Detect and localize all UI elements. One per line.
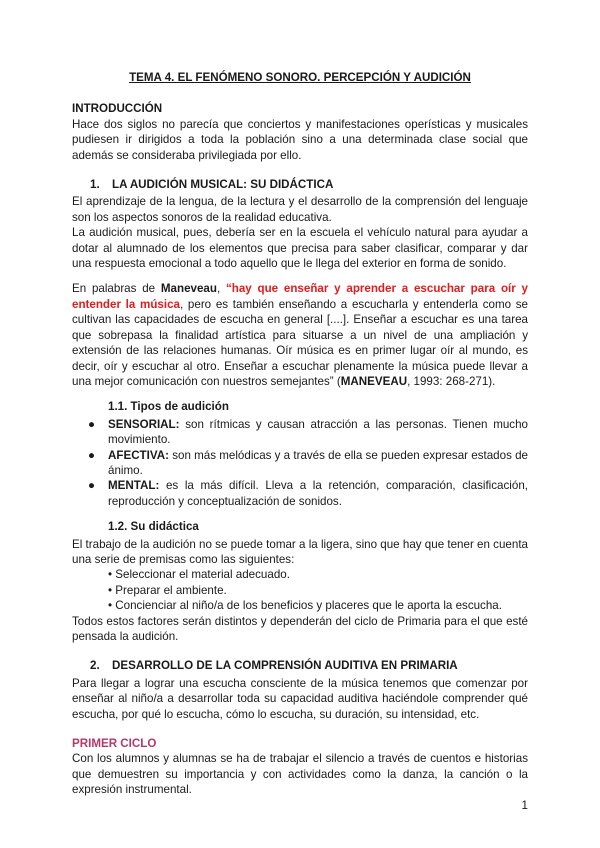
quote-rest: , pero es también enseñando a escucharla y entenderla como se cultivan las capacidades de escucha en general [....]. Enseñar a escuchar es una tarea que sobrepasa la finalidad artística para situarse a un nivel de una ampliación y extensión de las relaciones humanas. Oír música es en primer lugar oír al mundo, es decir, oír y escuchar al otro. Enseñar a escuchar plenamente la música puede llevar a una mejor comunicación con nuestros semejantes” (	[72, 297, 528, 388]
bullet-icon: ●	[88, 417, 96, 431]
section2-title: DESARROLLO DE LA COMPRENSIÓN AUDITIVA EN PRIMARIA	[112, 659, 458, 673]
intro-heading: INTRODUCCIÓN	[72, 102, 163, 116]
section2-heading	[90, 658, 528, 673]
audition-types-list	[72, 417, 528, 509]
primer-ciclo-paragraph: Con los alumnos y alumnas se ha de trabajar el silencio a través de cuentos e historias que demuestren su importancia y con actividades como la danza, la canción o la expresión instrumental.	[72, 752, 528, 797]
list-item-label: MENTAL:	[108, 479, 160, 493]
list-item: • Preparar el ambiente.	[108, 583, 227, 597]
list-item	[72, 417, 528, 448]
list-item-label: SENSORIAL:	[108, 417, 180, 431]
page-content	[72, 70, 528, 798]
section1-paragraph-1: El aprendizaje de la lengua, de la lectura y el desarrollo de la comprensión del lenguaje son los aspectos sonoros de la realidad educativa.	[72, 195, 528, 224]
quote-citation-rest: , 1993: 268-271).	[407, 374, 496, 388]
section2-number: 2.	[90, 659, 100, 673]
premises-list	[72, 567, 528, 613]
didactica-intro: El trabajo de la audición no se puede tomar a la ligera, sino que hay que tener en cuenta una serie de premisas como las siguientes:	[72, 537, 528, 566]
list-item	[72, 448, 528, 479]
list-item-label: AFECTIVA:	[108, 448, 169, 462]
quote-sep: ,	[216, 282, 226, 296]
didactica-outro: Todos estos factores serán distintos y dependerán del ciclo de Primaria para el que esté pensada la audición.	[72, 614, 528, 643]
quote-citation-author: MANEVEAU	[340, 374, 408, 388]
subsection-1-2-heading: 1.2. Su didáctica	[108, 520, 199, 534]
list-item-text: son rítmicas y causan atracción a las personas. Tienen mucho movimiento.	[108, 417, 528, 447]
quote-author: Maneveau	[160, 282, 217, 296]
page-number: 1	[521, 799, 528, 812]
bullet-icon: ●	[88, 448, 96, 462]
intro-paragraph: Hace dos siglos no parecía que conciertos y manifestaciones operísticas y musicales pudiesen ir dirigidos a toda la población sino a una determinada clase social que además se consideraba privilegiada por ello.	[72, 117, 528, 162]
list-item	[72, 478, 528, 509]
subsection-1-1-heading: 1.1. Tipos de audición	[108, 400, 229, 414]
list-item: • Seleccionar el material adecuado.	[108, 568, 290, 582]
section1-heading	[90, 177, 528, 192]
list-item-text: son más melódicas y a través de ella se pueden expresar estados de ánimo.	[108, 448, 528, 477]
primer-ciclo-heading: PRIMER CICLO	[72, 737, 157, 751]
document-title: TEMA 4. EL FENÓMENO SONORO. PERCEPCIÓN Y AUDICIÓN	[129, 71, 471, 84]
list-item: • Concienciar al niño/a de los beneficios y placeres que le aporta la escucha.	[108, 599, 502, 613]
quote-lead: En palabras de	[72, 282, 161, 296]
bullet-icon: ●	[88, 479, 96, 493]
quote-highlight: “hay que enseñar y aprender a escuchar para oír y entender la música	[72, 282, 528, 311]
section1-paragraph-2: La audición musical, pues, debería ser en la escuela el vehículo natural para ayudar a dotar al alumnado de los elementos que precisa para saber clasificar, comparar y dar una respuesta emocional a todo aquello que le llega del exterior en forma de sonido.	[72, 226, 528, 271]
section1-number: 1.	[90, 178, 100, 192]
maneveau-quote-paragraph	[72, 281, 528, 389]
section2-paragraph: Para llegar a lograr una escucha consciente de la música tenemos que comenzar por enseñar al niño/a a desarrollar toda su capacidad auditiva haciéndole comprender qué escucha, por qué lo escucha, cómo lo escucha, su duración, su intensidad, etc.	[72, 676, 528, 721]
list-item-text: es la más difícil. Lleva a la retención, comparación, clasificación, reproducción y conceptualización de sonidos.	[108, 479, 528, 508]
section1-title: LA AUDICIÓN MUSICAL: SU DIDÁCTICA	[112, 178, 334, 192]
